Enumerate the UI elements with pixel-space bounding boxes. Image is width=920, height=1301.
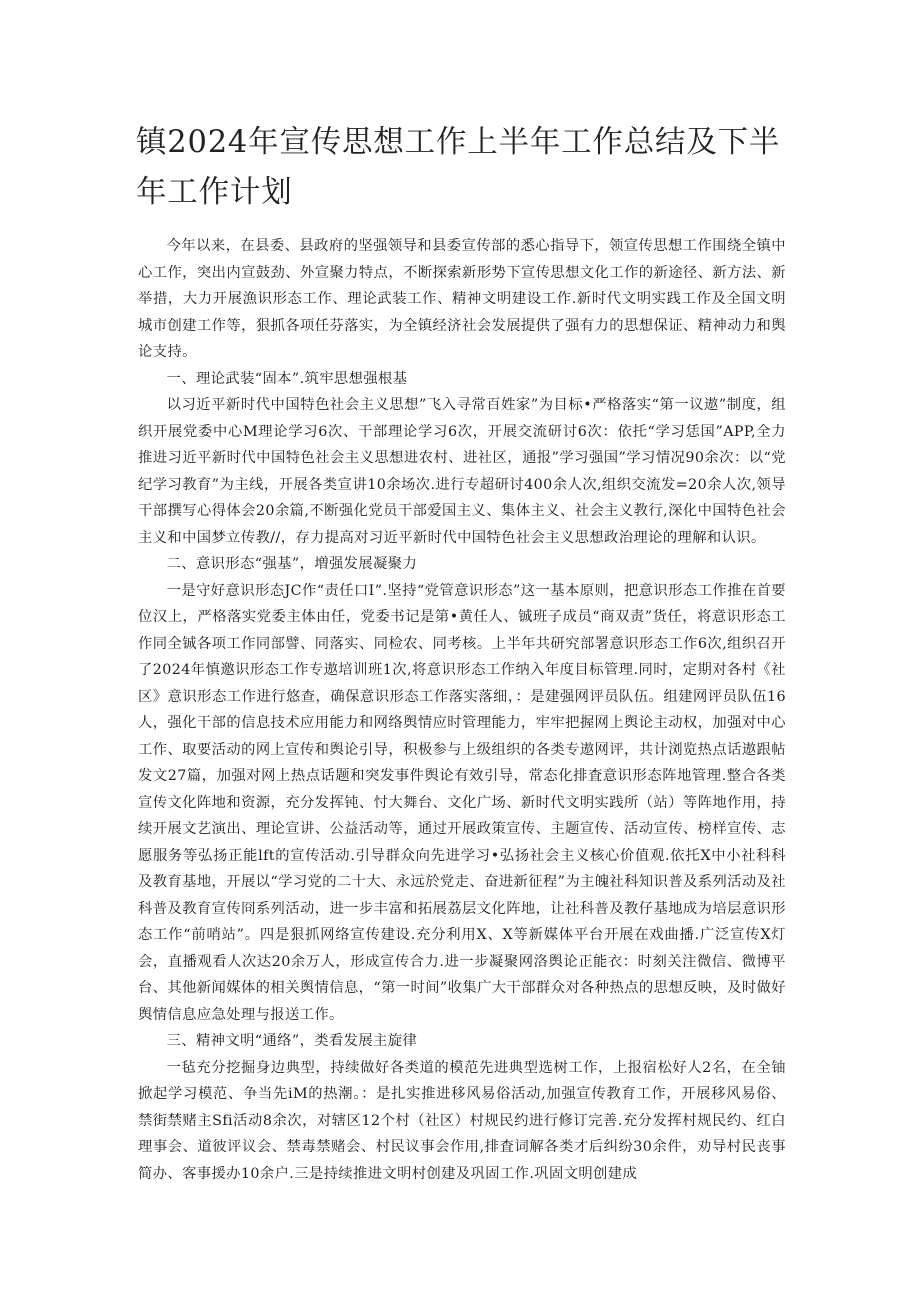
section-heading-1: 一、理论武装“固本”.筑牢思想强根基 <box>166 370 408 387</box>
document-title: 镇2024年宣传思想工作上半年工作总结及下半年工作计划 <box>136 125 781 210</box>
section-3-paragraph: 一毡充分挖掘身边典型，持续做好各类道的模范先进典型选树工作，上报宿松好人2名，在全铀掀起学习模范、争当先iM的热潮。：是扎实推进移风易俗活动,加强宣传教育工作，开展移风易俗、禁街禁赌主Sfi活动8余次，对辖区12个村（社区）村规民约进行修订完善.充分发挥村规民约、红白理事会、道彼评议会、禁毒禁赌会、村民议事会作用,排査词解各类才后纠纷30余件，劝导村民丧事简办、客事援办10余户.三是持续推进文明村创建及巩固工作.巩固文明创建成 <box>138 1059 786 1182</box>
document-body <box>138 233 786 1187</box>
section-2-paragraph: 一是守好意识形态JC作“责任口I”.坚持“党管意识形态”这一基本原则，把意识形态工作推在首要位汉上，严格落实党委主体由任，党委书记是第•黄任人、铖班子成员“商双责”货任，将意识形态工作同全铖各项工作同部譬、同落实、同检农、同考核。上半年共研究部署意识形态工作6次,组织召开了2024年慎邀识形态工作专遨培训班1次,将意识形态工作纳入年度目标管理.同时，定期对各村《社区》意识形态工作进行悠查，确保意识形态工作落实落细，：是建强网评员队伍。组建网评员队伍16人，强化干部的信息技术应用能力和网络舆情应时管理能力，牢牢把握网上舆论主动权，加强对中心工作、取要活动的网上宣传和舆论引导，积极参与上级组织的各类专遨网评，共计浏览热点话遨跟帖发文27篇，加强对网上热点话题和突发事件舆论有效引导，常态化排査意识形态阵地管理.整合各类宣传文化阵地和资源，充分发挥钝、忖大舞台、文化广场、新时代文明实践所（站）等阵地作用，持续开展文艺演出、理论宣讲、公益活动等，通过开展政策宣传、主题宣传、活动宣传、榜样宣传、志愿服务等弘扬正能lft的宣传活动.引导群众向先进学习•弘扬社会主义核心价值观.依托X中小社科科及教育基地，开展以“学习党的二十大、永远於党走、奋进新征程”为主魄社科知识普及系列活动及社科普及教育宣传冏系列活动，进一步丰富和拓展荔层文化阵地，让社科普及教仔基地成为培层意识形态工作“前哨站”。四是狠抓网络宣传建设.充分利用X、X等新媒体平台开展在戏曲播.广泛宣传X灯会，直播观看人次达20余万人，形成宣传合力.进一步凝聚网洛舆论正能衣：时刻关注微信、微博平台、其他新闻媒体的相关舆情信息，“第一时间”收集广大干部群众对各种热点的思想反映，及时做好舆情信息应急处理与报送工作。 <box>138 582 786 1023</box>
section-1-paragraph: 以习近平新时代中国特色社会主义思想”飞入寻常百姓家”为目标•严格落实“第一议遨”制度，组织开展党委中心M理论学习6次、干部理论学习6次，开展交流研讨6次：依托“学习恁国”APP,全力推进习近平新时代中国特色社会主义思想进农村、进社区，通报”学习强国”学习情况90余次：以“党纪学习教育”为主线，开展各类宣讲10余场次.进行专超研讨400余人次,组织交流发=20余人次,领导干部撰写心得体会20余篇,不断强化党员干部爱国主义、集体主义、社会主义教行,深化中国特色社会主义和中国梦立传教//，存力提高对习近平新时代中国特色社会主义思想政治理论的理解和认识。 <box>138 397 786 546</box>
section-heading-2: 二、意识形态“强基”，増强发展凝聚力 <box>166 556 418 572</box>
intro-paragraph: 今年以来，在县委、县政府的坚强领导和县委宣传部的悉心指导下，领宣传思想工作围绕全镇中心工作，突出内宣鼓劲、外宣聚力特点，不断探索新形势下宣传思想文化工作的新途径、新方法、新举措，大力开展漁识形态工作、理论武装工作、精神文明建设工作.新时代文明实践工作及全国文明城市创建工作等，狠抓各项任芬落实，为全镇经济社会发展提供了强有力的思想保证、精神动力和舆论支持。 <box>138 238 786 360</box>
section-heading-3: 三、精神文明“通络”，类看发展主旋律 <box>166 1033 418 1049</box>
